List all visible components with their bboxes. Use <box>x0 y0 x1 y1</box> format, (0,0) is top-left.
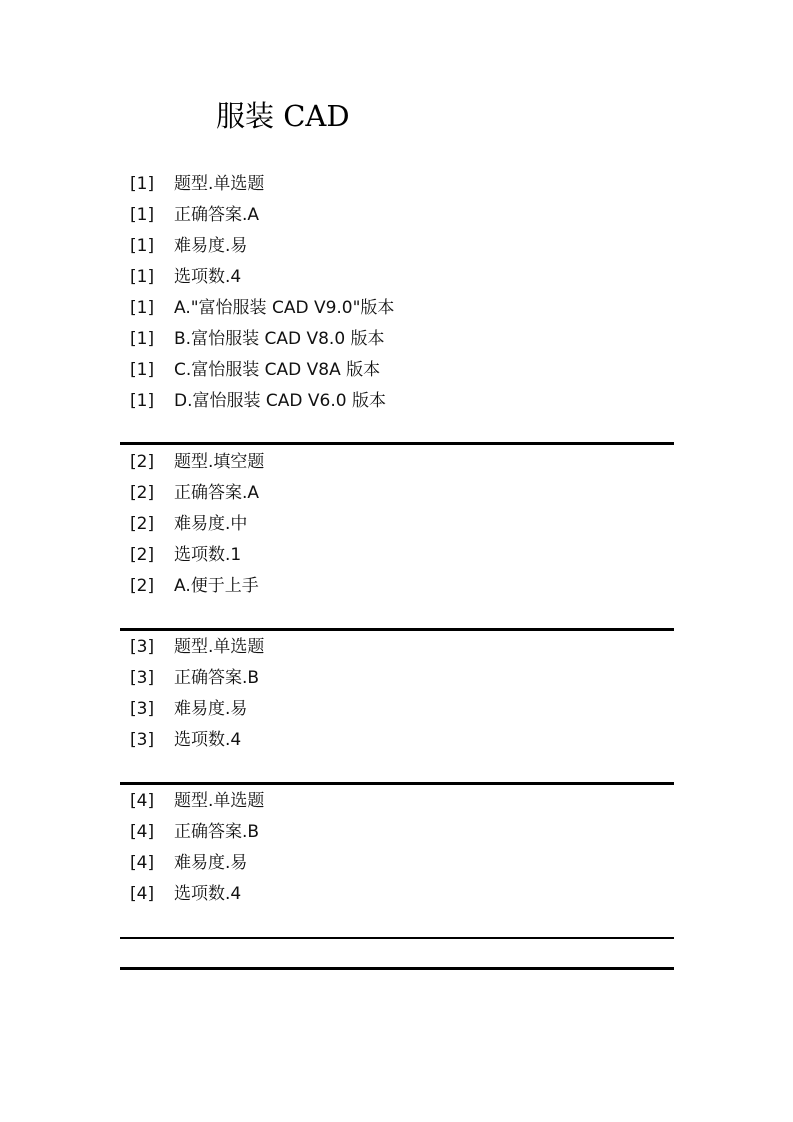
question-number: [4] <box>130 791 155 811</box>
question-number: [1] <box>130 329 155 349</box>
question-number: [1] <box>130 360 155 380</box>
question-line <box>120 447 674 478</box>
correct-answer: 正确答案.A <box>174 483 260 503</box>
question-line <box>120 324 674 355</box>
question-block-1 <box>120 169 674 417</box>
question-type: 题型.填空题 <box>174 452 265 472</box>
option-a: A."富怡服装 CAD V9.0"版本 <box>174 298 395 318</box>
question-type: 题型.单选题 <box>174 791 265 811</box>
question-line <box>120 509 674 540</box>
question-number: [2] <box>130 452 155 472</box>
question-line <box>120 786 674 817</box>
question-block-3 <box>120 632 674 756</box>
divider <box>120 628 674 631</box>
question-line <box>120 200 674 231</box>
option-count: 选项数.4 <box>174 884 242 904</box>
option-a: A.便于上手 <box>174 576 259 596</box>
question-line <box>120 694 674 725</box>
difficulty: 难易度.易 <box>174 236 248 256</box>
question-number: [3] <box>130 730 155 750</box>
correct-answer: 正确答案.A <box>174 205 260 225</box>
question-line <box>120 231 674 262</box>
question-line <box>120 478 674 509</box>
difficulty: 难易度.易 <box>174 853 248 873</box>
question-number: [4] <box>130 822 155 842</box>
option-d: D.富怡服装 CAD V6.0 版本 <box>174 391 386 411</box>
question-number: [4] <box>130 884 155 904</box>
question-line <box>120 355 674 386</box>
question-line <box>120 540 674 571</box>
correct-answer: 正确答案.B <box>174 822 260 842</box>
question-number: [2] <box>130 576 155 596</box>
difficulty: 难易度.中 <box>174 514 248 534</box>
divider <box>120 782 674 785</box>
question-line <box>120 386 674 417</box>
question-number: [1] <box>130 236 155 256</box>
option-count: 选项数.1 <box>174 545 242 565</box>
option-c: C.富怡服装 CAD V8A 版本 <box>174 360 381 380</box>
question-block-4 <box>120 786 674 910</box>
question-number: [2] <box>130 545 155 565</box>
divider <box>120 967 674 970</box>
question-line <box>120 725 674 756</box>
question-line <box>120 262 674 293</box>
question-line <box>120 848 674 879</box>
question-line <box>120 169 674 200</box>
question-number: [1] <box>130 391 155 411</box>
question-line <box>120 879 674 910</box>
question-number: [2] <box>130 514 155 534</box>
divider <box>120 442 674 445</box>
difficulty: 难易度.易 <box>174 699 248 719</box>
question-type: 题型.单选题 <box>174 174 265 194</box>
divider <box>120 937 674 939</box>
question-line <box>120 632 674 663</box>
question-line <box>120 571 674 602</box>
question-number: [1] <box>130 205 155 225</box>
option-count: 选项数.4 <box>174 730 242 750</box>
option-b: B.富怡服装 CAD V8.0 版本 <box>174 329 385 349</box>
question-line <box>120 663 674 694</box>
question-line <box>120 293 674 324</box>
question-number: [3] <box>130 668 155 688</box>
question-number: [4] <box>130 853 155 873</box>
question-number: [3] <box>130 637 155 657</box>
question-number: [1] <box>130 174 155 194</box>
question-number: [1] <box>130 267 155 287</box>
question-line <box>120 817 674 848</box>
question-type: 题型.单选题 <box>174 637 265 657</box>
question-number: [1] <box>130 298 155 318</box>
question-block-2 <box>120 447 674 602</box>
page-title: 服装 CAD <box>216 99 350 133</box>
correct-answer: 正确答案.B <box>174 668 260 688</box>
question-number: [2] <box>130 483 155 503</box>
question-number: [3] <box>130 699 155 719</box>
option-count: 选项数.4 <box>174 267 242 287</box>
